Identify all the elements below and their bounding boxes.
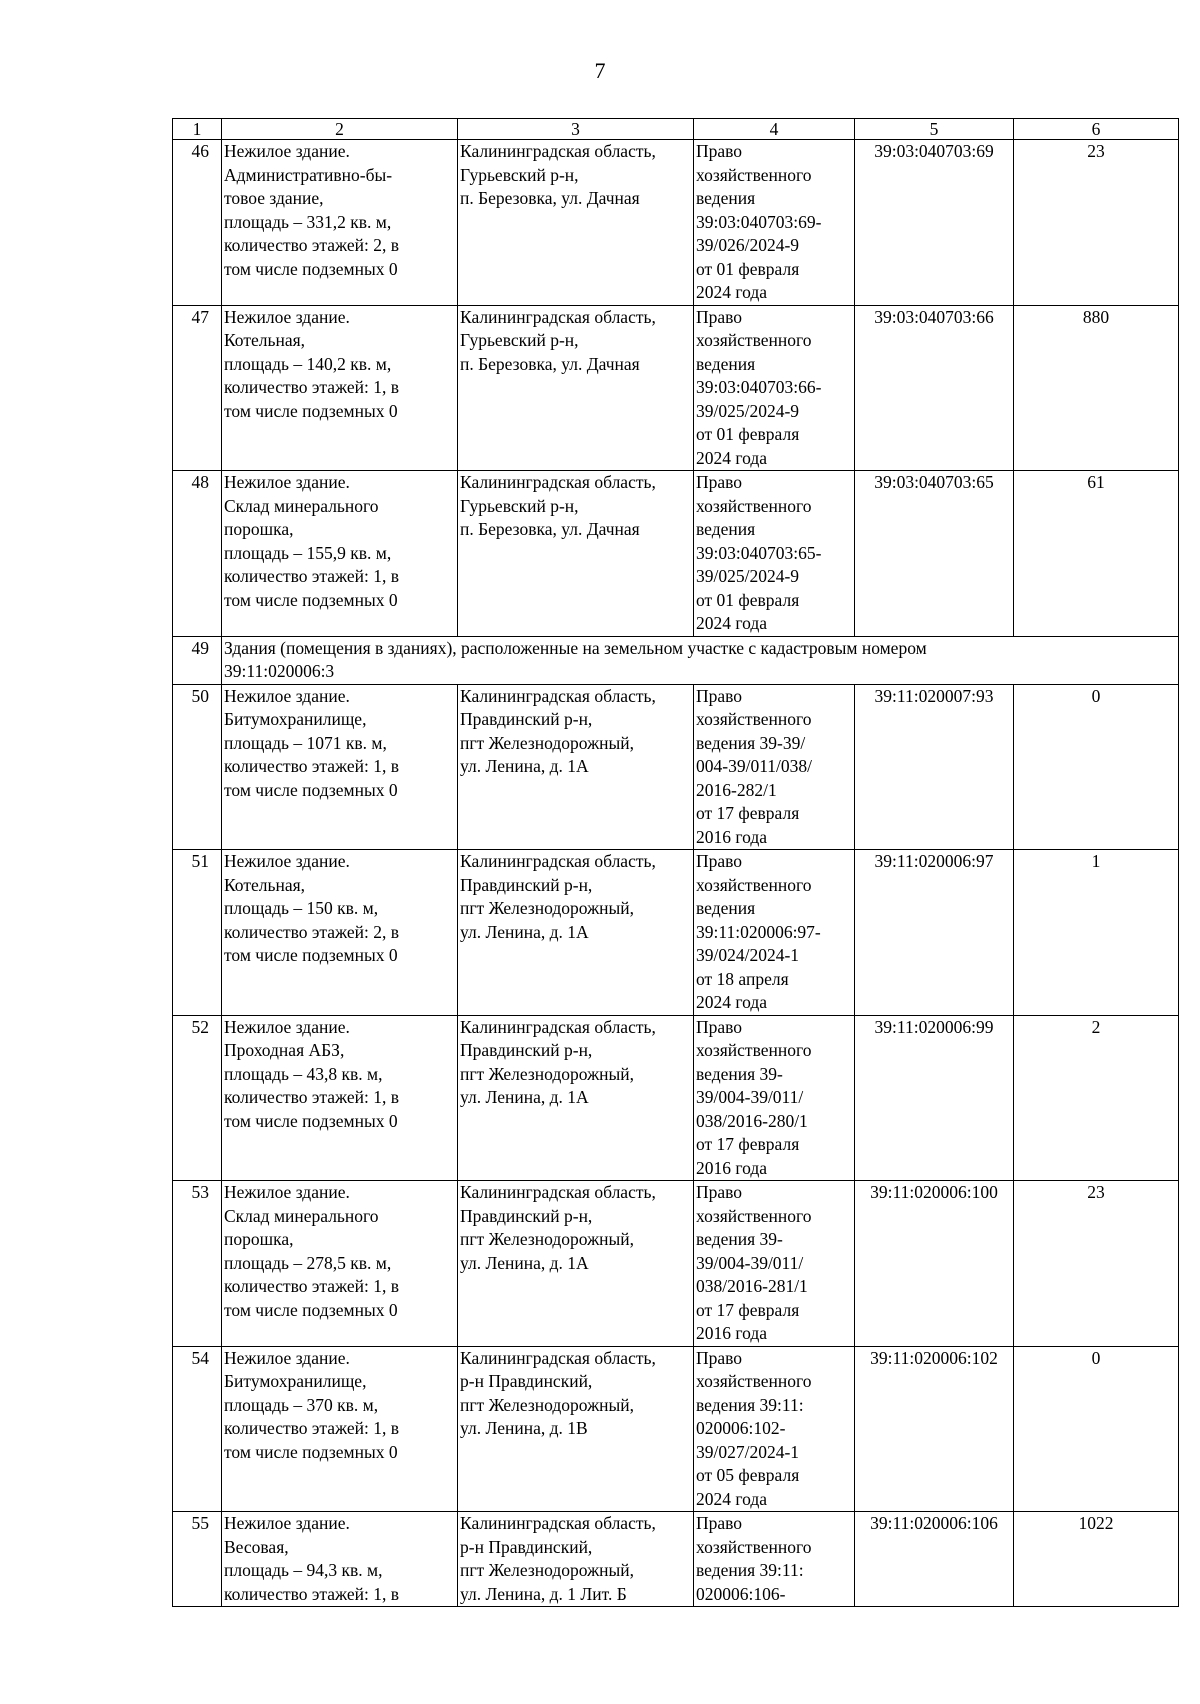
row-number: 47 [173, 305, 222, 471]
ownership-right: Право хозяйственного ведения 39:03:040703:65- 39/025/2024-9 от 01 февраля 2024 года [694, 471, 855, 637]
column-6-value: 23 [1014, 1181, 1179, 1347]
ownership-right: Право хозяйственного ведения 39- 39/004-39/011/ 038/2016-280/1 от 17 февраля 2016 года [694, 1015, 855, 1181]
table-row [173, 305, 1179, 471]
ownership-right: Право хозяйственного ведения 39- 39/004-39/011/ 038/2016-281/1 от 17 февраля 2016 года [694, 1181, 855, 1347]
object-description: Нежилое здание. Битумохранилище, площадь – 1071 кв. м, количество этажей: 1, в том числе подземных 0 [222, 684, 458, 850]
ownership-right: Право хозяйственного ведения 39:03:040703:66- 39/025/2024-9 от 01 февраля 2024 года [694, 305, 855, 471]
ownership-right: Право хозяйственного ведения 39:11:020006:97- 39/024/2024-1 от 18 апреля 2024 года [694, 850, 855, 1016]
column-header: 3 [458, 119, 694, 140]
object-address: Калининградская область, Правдинский р-н, пгт Железнодорожный, ул. Ленина, д. 1А [458, 684, 694, 850]
ownership-right: Право хозяйственного ведения 39:11: 020006:106- [694, 1512, 855, 1607]
column-6-value: 1 [1014, 850, 1179, 1016]
object-address: Калининградская область, Гурьевский р-н, п. Березовка, ул. Дачная [458, 305, 694, 471]
group-heading-row [173, 636, 1179, 684]
cadastral-number: 39:11:020006:99 [855, 1015, 1014, 1181]
object-description: Нежилое здание. Котельная, площадь – 140,2 кв. м, количество этажей: 1, в том числе подземных 0 [222, 305, 458, 471]
column-6-value: 880 [1014, 305, 1179, 471]
column-header: 6 [1014, 119, 1179, 140]
cadastral-number: 39:11:020006:97 [855, 850, 1014, 1016]
column-6-value: 2 [1014, 1015, 1179, 1181]
row-number: 48 [173, 471, 222, 637]
cadastral-number: 39:11:020007:93 [855, 684, 1014, 850]
object-description: Нежилое здание. Котельная, площадь – 150 кв. м, количество этажей: 2, в том числе подземных 0 [222, 850, 458, 1016]
cadastral-number: 39:11:020006:106 [855, 1512, 1014, 1607]
cadastral-number: 39:03:040703:66 [855, 305, 1014, 471]
object-address: Калининградская область, Гурьевский р-н, п. Березовка, ул. Дачная [458, 140, 694, 306]
object-description: Нежилое здание. Склад минерального порошка, площадь – 155,9 кв. м, количество этажей: 1, в том числе подземных 0 [222, 471, 458, 637]
object-address: Калининградская область, Правдинский р-н, пгт Железнодорожный, ул. Ленина, д. 1А [458, 1015, 694, 1181]
row-number: 49 [173, 636, 222, 684]
row-number: 53 [173, 1181, 222, 1347]
column-6-value: 1022 [1014, 1512, 1179, 1607]
table-row [173, 1015, 1179, 1181]
row-number: 50 [173, 684, 222, 850]
column-6-value: 0 [1014, 1346, 1179, 1512]
object-description: Нежилое здание. Весовая, площадь – 94,3 кв. м, количество этажей: 1, в [222, 1512, 458, 1607]
row-number: 54 [173, 1346, 222, 1512]
object-address: Калининградская область, Правдинский р-н, пгт Железнодорожный, ул. Ленина, д. 1А [458, 1181, 694, 1347]
ownership-right: Право хозяйственного ведения 39-39/ 004-39/011/038/ 2016-282/1 от 17 февраля 2016 года [694, 684, 855, 850]
table-row [173, 1512, 1179, 1607]
column-6-value: 0 [1014, 684, 1179, 850]
property-table [172, 118, 1179, 1607]
table-row [173, 1181, 1179, 1347]
page-number: 7 [594, 58, 606, 83]
object-address: Калининградская область, Гурьевский р-н, п. Березовка, ул. Дачная [458, 471, 694, 637]
object-description: Нежилое здание. Битумохранилище, площадь – 370 кв. м, количество этажей: 1, в том числе подземных 0 [222, 1346, 458, 1512]
object-address: Калининградская область, р-н Правдинский, пгт Железнодорожный, ул. Ленина, д. 1В [458, 1346, 694, 1512]
cadastral-number: 39:11:020006:102 [855, 1346, 1014, 1512]
cadastral-number: 39:11:020006:100 [855, 1181, 1014, 1347]
cadastral-number: 39:03:040703:65 [855, 471, 1014, 637]
table-row [173, 140, 1179, 306]
row-number: 46 [173, 140, 222, 306]
object-description: Нежилое здание. Административно-бы- товое здание, площадь – 331,2 кв. м, количество этажей: 2, в том числе подземных 0 [222, 140, 458, 306]
table-row [173, 471, 1179, 637]
table-row [173, 1346, 1179, 1512]
row-number: 55 [173, 1512, 222, 1607]
column-header: 5 [855, 119, 1014, 140]
column-6-value: 61 [1014, 471, 1179, 637]
row-number: 52 [173, 1015, 222, 1181]
column-header: 4 [694, 119, 855, 140]
object-address: Калининградская область, р-н Правдинский, пгт Железнодорожный, ул. Ленина, д. 1 Лит. Б [458, 1512, 694, 1607]
row-number: 51 [173, 850, 222, 1016]
table-row [173, 850, 1179, 1016]
ownership-right: Право хозяйственного ведения 39:11: 020006:102- 39/027/2024-1 от 05 февраля 2024 года [694, 1346, 855, 1512]
column-6-value: 23 [1014, 140, 1179, 306]
column-header: 2 [222, 119, 458, 140]
ownership-right: Право хозяйственного ведения 39:03:040703:69- 39/026/2024-9 от 01 февраля 2024 года [694, 140, 855, 306]
object-description: Нежилое здание. Склад минерального порошка, площадь – 278,5 кв. м, количество этажей: 1, в том числе подземных 0 [222, 1181, 458, 1347]
cadastral-number: 39:03:040703:69 [855, 140, 1014, 306]
group-heading: Здания (помещения в зданиях), расположенные на земельном участке с кадастровым номером 39:11:020006:3 [222, 636, 1179, 684]
column-header: 1 [173, 119, 222, 140]
object-address: Калининградская область, Правдинский р-н, пгт Железнодорожный, ул. Ленина, д. 1А [458, 850, 694, 1016]
object-description: Нежилое здание. Проходная АБЗ, площадь – 43,8 кв. м, количество этажей: 1, в том числе подземных 0 [222, 1015, 458, 1181]
column-header-row [173, 119, 1179, 140]
table-row [173, 684, 1179, 850]
